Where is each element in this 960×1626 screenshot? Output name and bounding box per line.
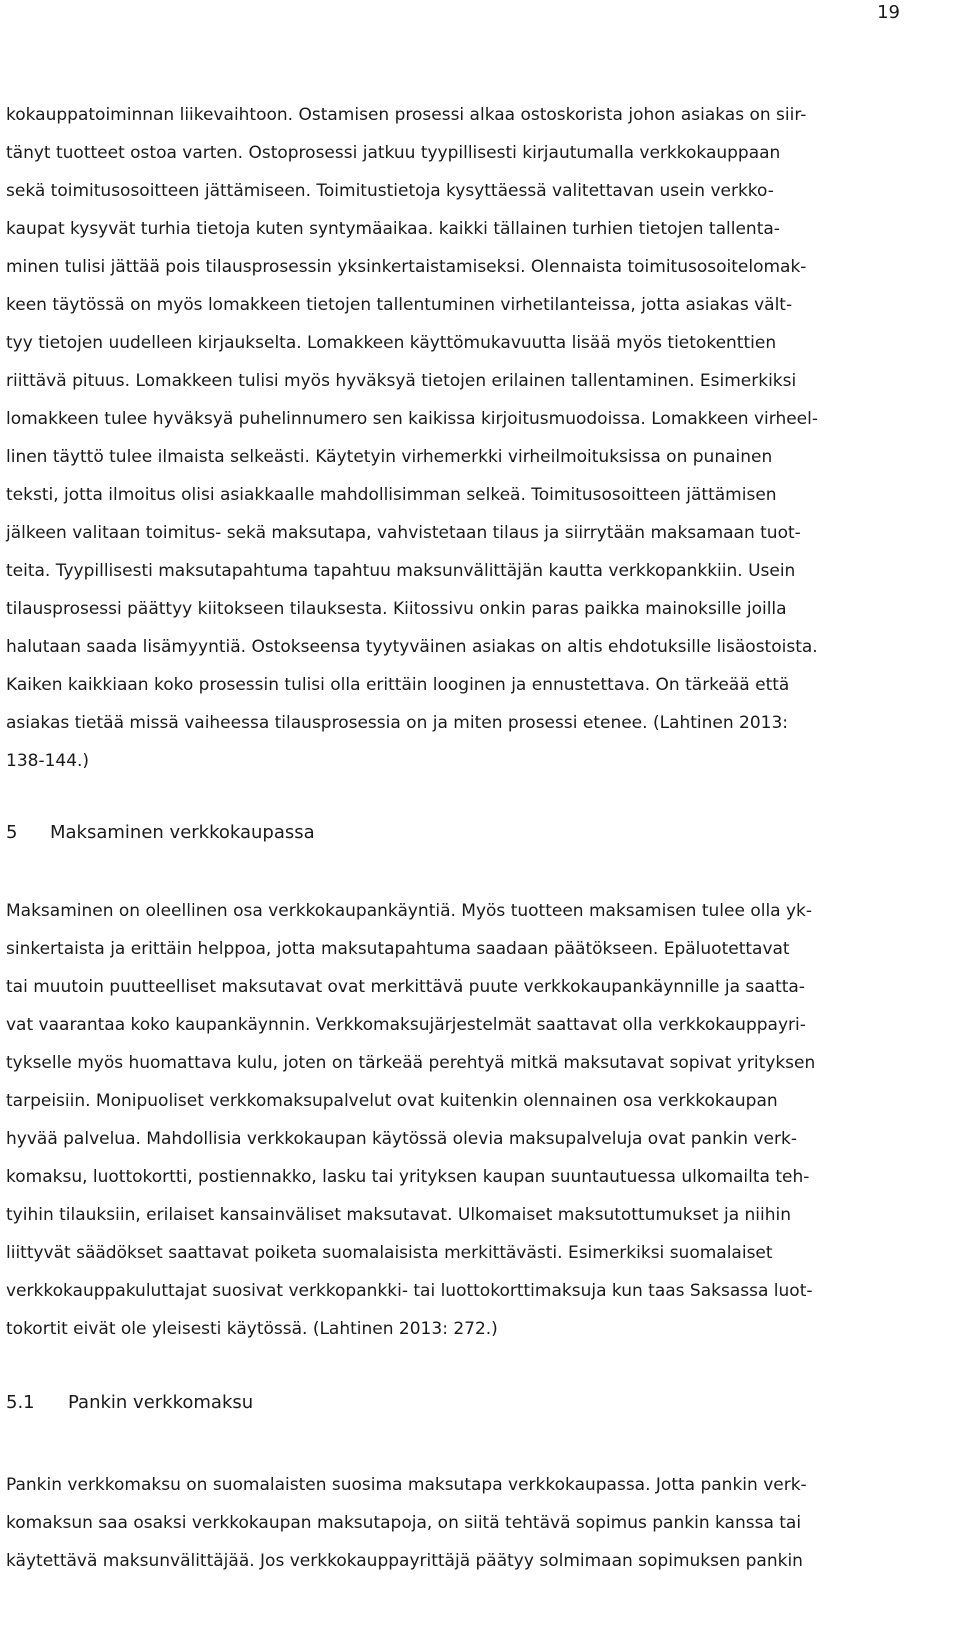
text-line: keen täytössä on myös lomakkeen tietojen tallentuminen virhetilanteissa, jotta asiakas vält- <box>6 295 793 315</box>
text-line: komaksu, luottokortti, postiennakko, lasku tai yrityksen kaupan suuntautuessa ulkomailta teh- <box>6 1167 810 1187</box>
section-title: Pankin verkkomaksu <box>68 1392 254 1413</box>
section-number: 5 <box>6 822 18 843</box>
text-line: teita. Tyypillisesti maksutapahtuma tapahtuu maksunvälittäjän kautta verkkopankkiin. Usein <box>6 561 796 581</box>
text-line: tykselle myös huomattava kulu, joten on tärkeää perehtyä mitkä maksutavat sopivat yrityksen <box>6 1053 816 1073</box>
text-line: tyihin tilauksiin, erilaiset kansainväliset maksutavat. Ulkomaiset maksutottumukset ja niihin <box>6 1205 792 1225</box>
text-line: tänyt tuotteet ostoa varten. Ostoprosessi jatkuu tyypillisesti kirjautumalla verkkokauppaan <box>6 143 781 163</box>
paragraph-intro <box>6 96 926 780</box>
text-line: kaupat kysyvät turhia tietoja kuten syntymäaikaa. kaikki tällainen turhien tietojen tallenta- <box>6 219 780 239</box>
section-title: Maksaminen verkkokaupassa <box>50 822 315 843</box>
paragraph-payment <box>6 892 926 1348</box>
section-heading-5-1 <box>6 1392 253 1413</box>
text-line: komaksun saa osaksi verkkokaupan maksutapoja, on siitä tehtävä sopimus pankin kanssa tai <box>6 1513 802 1533</box>
text-line: tokortit eivät ole yleisesti käytössä. (Lahtinen 2013: 272.) <box>6 1319 498 1339</box>
text-line: riittävä pituus. Lomakkeen tulisi myös hyväksyä tietojen erilainen tallentaminen. Esimerkiksi <box>6 371 797 391</box>
text-line: verkkokauppakuluttajat suosivat verkkopankki- tai luottokorttimaksuja kun taas Saksassa luot- <box>6 1281 813 1301</box>
text-line: asiakas tietää missä vaiheessa tilausprosessia on ja miten prosessi etenee. (Lahtinen 2013: <box>6 713 789 733</box>
text-line: tilausprosessi päättyy kiitokseen tilauksesta. Kiitossivu onkin paras paikka mainoksille joilla <box>6 599 787 619</box>
text-line: Kaiken kaikkiaan koko prosessin tulisi olla erittäin looginen ja ennustettava. On tärkeää että <box>6 675 790 695</box>
text-line: tyy tietojen uudelleen kirjaukselta. Lomakkeen käyttömukavuutta lisää myös tietokenttien <box>6 333 777 353</box>
text-line: minen tulisi jättää pois tilausprosessin yksinkertaistamiseksi. Olennaista toimitusosoitelomak- <box>6 257 807 277</box>
text-line: sinkertaista ja erittäin helppoa, jotta maksutapahtuma saadaan päätökseen. Epäluotettavat <box>6 939 790 959</box>
section-heading-5 <box>6 822 315 843</box>
text-line: lomakkeen tulee hyväksyä puhelinnumero sen kaikissa kirjoitusmuodoissa. Lomakkeen virheel- <box>6 409 818 429</box>
text-line: linen täyttö tulee ilmaista selkeästi. Käytetyin virhemerkki virheilmoituksissa on punainen <box>6 447 773 467</box>
text-line: hyvää palvelua. Mahdollisia verkkokaupan käytössä olevia maksupalveluja ovat pankin verk- <box>6 1129 797 1149</box>
text-line: Maksaminen on oleellinen osa verkkokaupankäyntiä. Myös tuotteen maksamisen tulee olla yk- <box>6 901 813 921</box>
text-line: kokauppatoiminnan liikevaihtoon. Ostamisen prosessi alkaa ostoskorista johon asiakas on siir- <box>6 105 807 125</box>
text-line: sekä toimitusosoitteen jättämiseen. Toimitustietoja kysyttäessä valitettavan usein verkko- <box>6 181 774 201</box>
text-line: vat vaarantaa koko kaupankäynnin. Verkkomaksujärjestelmät saattavat olla verkkokauppayri- <box>6 1015 806 1035</box>
text-line: 138-144.) <box>6 751 90 771</box>
text-line: liittyvät säädökset saattavat poiketa suomalaisista merkittävästi. Esimerkiksi suomalaiset <box>6 1243 773 1263</box>
text-line: teksti, jotta ilmoitus olisi asiakkaalle mahdollisimman selkeä. Toimitusosoitteen jättämisen <box>6 485 777 505</box>
text-line: halutaan saada lisämyyntiä. Ostokseensa tyytyväinen asiakas on altis ehdotuksille lisäostoista. <box>6 637 818 657</box>
text-line: tai muutoin puutteelliset maksutavat ovat merkittävä puute verkkokaupankäynnille ja saatta- <box>6 977 805 997</box>
paragraph-bank-payment <box>6 1466 926 1580</box>
text-line: Pankin verkkomaksu on suomalaisten suosima maksutapa verkkokaupassa. Jotta pankin verk- <box>6 1475 807 1495</box>
section-number: 5.1 <box>6 1392 35 1413</box>
text-line: jälkeen valitaan toimitus- sekä maksutapa, vahvistetaan tilaus ja siirrytään maksamaan tuot- <box>6 523 801 543</box>
text-line: käytettävä maksunvälittäjää. Jos verkkokauppayrittäjä päätyy solmimaan sopimuksen pankin <box>6 1551 803 1571</box>
page-number: 19 <box>877 2 900 23</box>
text-line: tarpeisiin. Monipuoliset verkkomaksupalvelut ovat kuitenkin olennainen osa verkkokaupan <box>6 1091 778 1111</box>
